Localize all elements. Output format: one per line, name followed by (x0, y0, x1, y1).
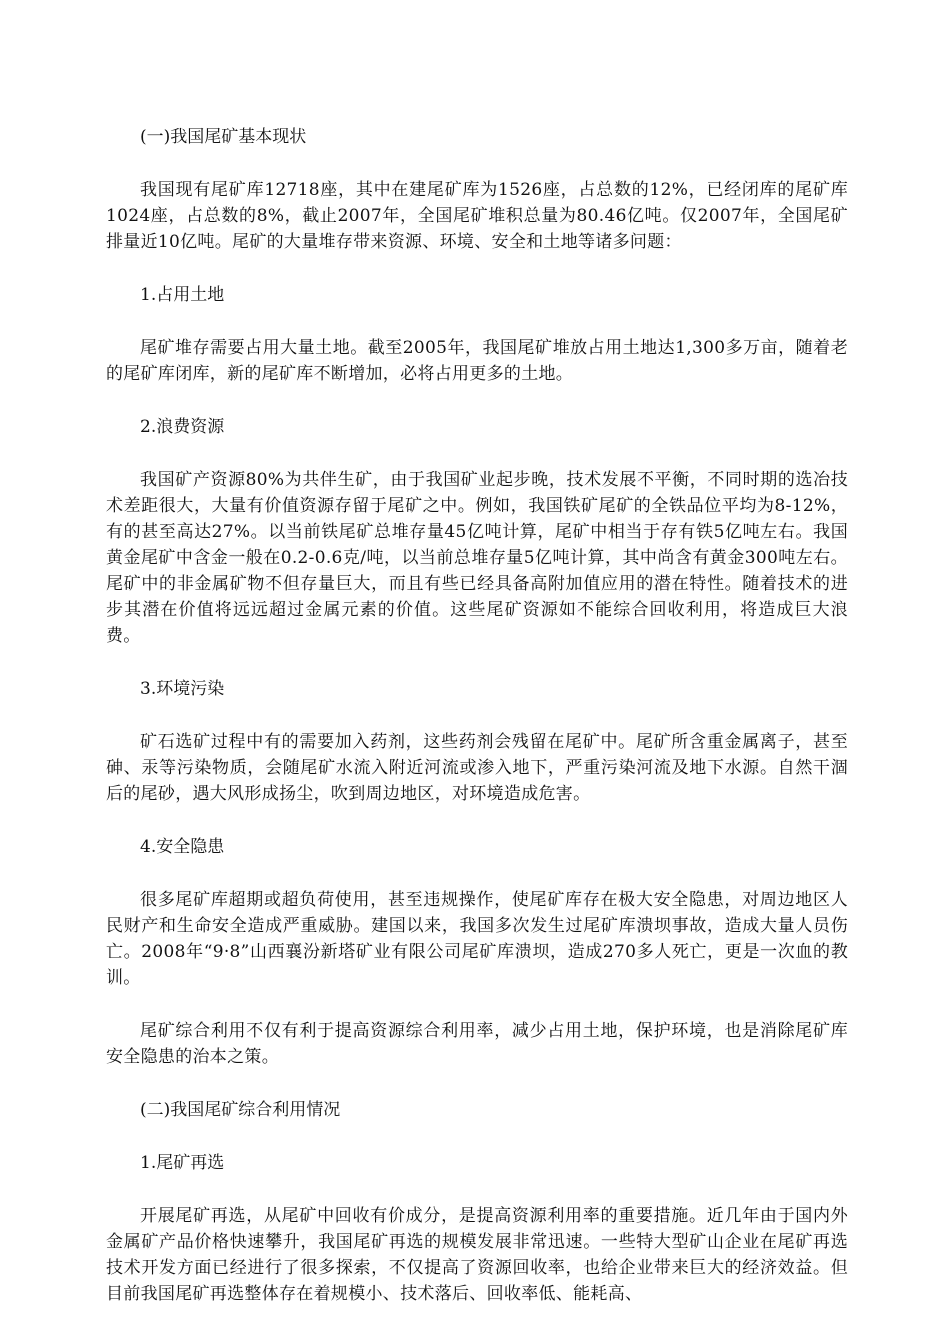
paragraph: 尾矿综合利用不仅有利于提高资源综合利用率，减少占用土地，保护环境，也是消除尾矿库安全隐患的治本之策。 (106, 1021, 848, 1067)
paragraph: 我国现有尾矿库12718座，其中在建尾矿库为1526座，占总数的12%，已经闭库的尾矿库1024座，占总数的8%，截止2007年，全国尾矿堆积总量为80.46亿吨。仅2007年，全国尾矿排量近10亿吨。尾矿的大量堆存带来资源、环境、安全和土地等诸多问题： (106, 180, 848, 252)
subsection-heading: 2.浪费资源 (140, 417, 225, 437)
section-heading: (二)我国尾矿综合利用情况 (140, 1100, 341, 1120)
paragraph: 我国矿产资源80%为共伴生矿，由于我国矿业起步晚，技术发展不平衡，不同时期的选冶技术差距很大，大量有价值资源存留于尾矿之中。例如，我国铁矿尾矿的全铁品位平均为8-12%，有的甚至高达27%。以当前铁尾矿总堆存量45亿吨计算，尾矿中相当于存有铁5亿吨左右。我国黄金尾矿中含金一般在0.2-0.6克/吨，以当前总堆存量5亿吨计算，其中尚含有黄金300吨左右。尾矿中的非金属矿物不但存量巨大，而且有些已经具备高附加值应用的潜在特性。随着技术的进步其潜在价值将远远超过金属元素的价值。这些尾矿资源如不能综合回收利用，将造成巨大浪费。 (106, 470, 848, 646)
section-heading: (一)我国尾矿基本现状 (140, 127, 307, 147)
subsection-heading: 1.占用土地 (140, 285, 225, 305)
subsection-heading: 4.安全隐患 (140, 837, 225, 857)
paragraph: 很多尾矿库超期或超负荷使用，甚至违规操作，使尾矿库存在极大安全隐患，对周边地区人民财产和生命安全造成严重威胁。建国以来，我国多次发生过尾矿库溃坝事故，造成大量人员伤亡。2008年“9·8”山西襄汾新塔矿业有限公司尾矿库溃坝，造成270多人死亡，更是一次血的教训。 (106, 890, 848, 988)
paragraph: 矿石选矿过程中有的需要加入药剂，这些药剂会残留在尾矿中。尾矿所含重金属离子，甚至砷、汞等污染物质，会随尾矿水流入附近河流或渗入地下，严重污染河流及地下水源。自然干涸后的尾砂，遇大风形成扬尘，吹到周边地区，对环境造成危害。 (106, 732, 848, 804)
document-body (106, 124, 848, 1334)
paragraph: 尾矿堆存需要占用大量土地。截至2005年，我国尾矿堆放占用土地达1,300多万亩，随着老的尾矿库闭库，新的尾矿库不断增加，必将占用更多的土地。 (106, 338, 848, 384)
subsection-heading: 3.环境污染 (140, 679, 225, 699)
paragraph: 开展尾矿再选，从尾矿中回收有价成分，是提高资源利用率的重要措施。近几年由于国内外金属矿产品价格快速攀升，我国尾矿再选的规模发展非常迅速。一些特大型矿山企业在尾矿再选技术开发方面已经进行了很多探索，不仅提高了资源回收率，也给企业带来巨大的经济效益。但目前我国尾矿再选整体存在着规模小、技术落后、回收率低、能耗高、 (106, 1206, 848, 1304)
subsection-heading: 1.尾矿再选 (140, 1153, 225, 1173)
